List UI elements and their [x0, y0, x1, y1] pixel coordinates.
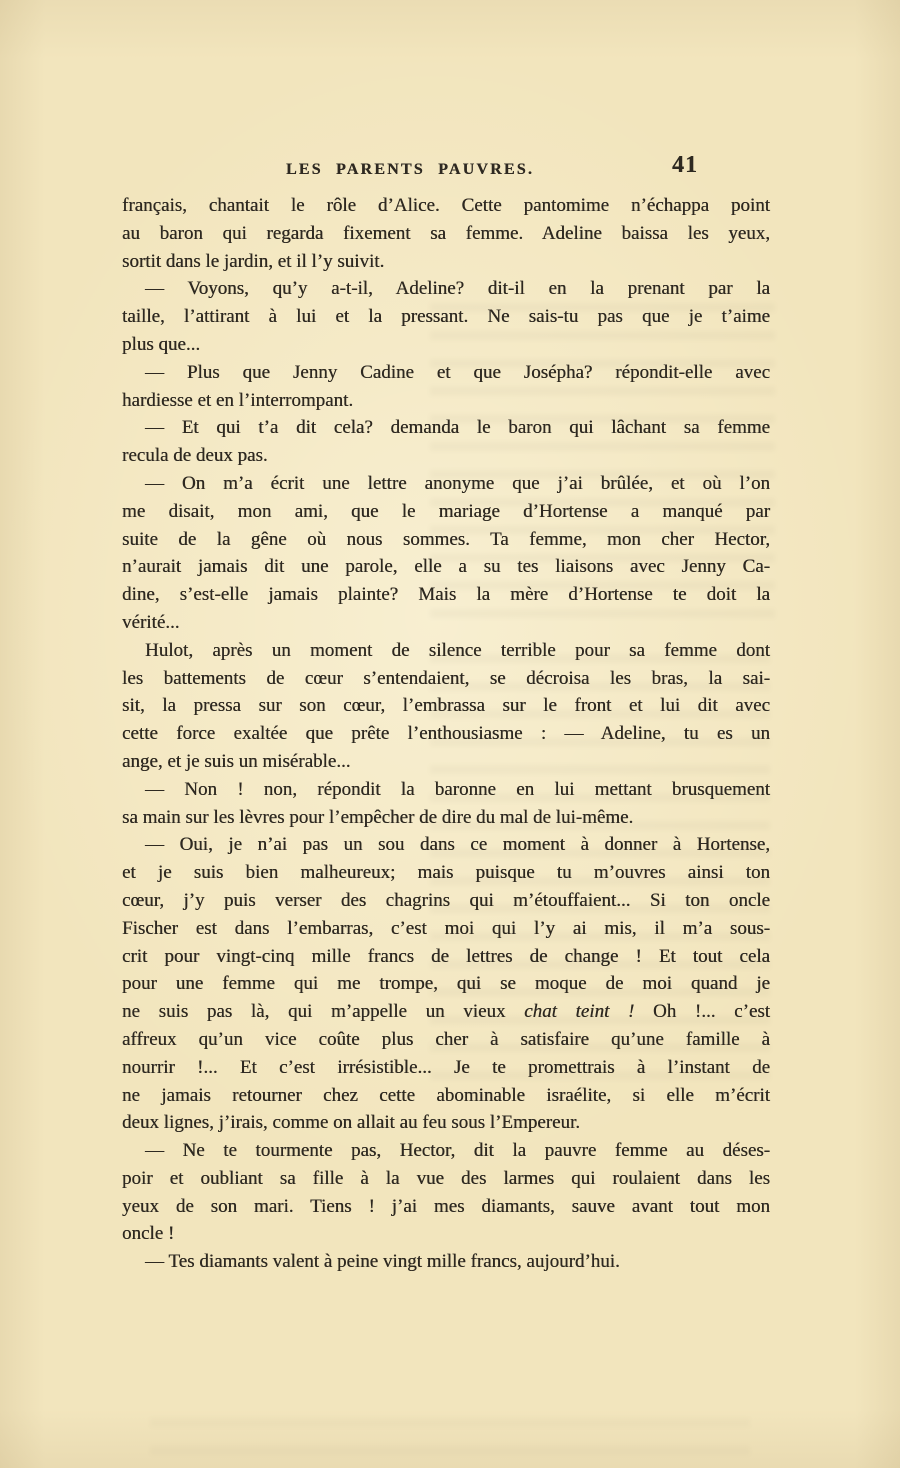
text-line: dine, s’est-elle jamais plainte? Mais la mère d’Hortense te doit la — [122, 584, 770, 606]
text-line: ange, et je suis un misérable... — [122, 750, 351, 772]
text-line: — Oui, je n’ai pas un sou dans ce moment à donner à Hortense, — [145, 834, 770, 856]
text-line: — Plus que Jenny Cadine et que Josépha? répondit-elle avec — [145, 361, 770, 383]
text-line: — Non ! non, répondit la baronne en lui mettant brusquement — [145, 778, 770, 800]
page-header — [122, 150, 770, 188]
text-line: ne jamais retourner chez cette abominable israélite, si elle m’écrit — [122, 1084, 770, 1106]
text-line: — Et qui t’a dit cela? demanda le baron qui lâchant sa femme — [145, 417, 770, 439]
text-line: cœur, j’y puis verser des chagrins qui m’étouffaient... Si ton oncle — [122, 889, 770, 911]
paragraph — [122, 776, 770, 832]
ink-bleedthrough — [150, 1415, 750, 1455]
text-line: vérité... — [122, 611, 180, 633]
text-line: sa main sur les lèvres pour l’empêcher de dire du mal de lui-même. — [122, 806, 634, 828]
text-line: — Tes diamants valent à peine vingt mille francs, aujourd’hui. — [145, 1251, 620, 1273]
running-title: LES PARENTS PAUVRES. — [285, 161, 535, 178]
text-line: plus que... — [122, 333, 201, 355]
text-line: deux lignes, j’irais, comme on allait au feu sous l’Empereur. — [122, 1112, 580, 1134]
text-block — [122, 192, 770, 1276]
text-line: au baron qui regarda fixement sa femme. Adeline baissa les yeux, — [122, 222, 770, 244]
paragraph — [122, 359, 770, 415]
text-line: sit, la pressa sur son cœur, l’embrassa sur le front et lui dit avec — [122, 695, 770, 717]
text-line: nourrir !... Et c’est irrésistible... Je te promettrais à l’instant de — [122, 1056, 770, 1078]
text-line: sortit dans le jardin, et il l’y suivit. — [122, 250, 385, 272]
text-line: suite de la gêne où nous sommes. Ta femme, mon cher Hector, — [122, 528, 770, 550]
text-line: français, chantait le rôle d’Alice. Cette pantomime n’échappa point — [122, 195, 770, 216]
text-line: me disait, mon ami, que le mariage d’Hortense a manqué par — [122, 500, 770, 522]
text-line: oncle ! — [122, 1223, 175, 1245]
paragraph — [122, 1248, 770, 1276]
paragraph — [122, 637, 770, 776]
text-line: cette force exaltée que prête l’enthousiasme : — Adeline, tu es un — [122, 723, 770, 745]
text-line: taille, l’attirant à lui et la pressant. Ne sais-tu pas que je t’aime — [122, 306, 770, 328]
text-line: — Ne te tourmente pas, Hector, dit la pauvre femme au déses- — [145, 1140, 770, 1162]
paragraph — [122, 275, 770, 358]
text-line: yeux de son mari. Tiens ! j’ai mes diamants, sauve avant tout mon — [122, 1195, 770, 1217]
paragraph — [122, 1137, 770, 1248]
text-line: recula de deux pas. — [122, 445, 268, 467]
text-line: Hulot, après un moment de silence terrible pour sa femme dont — [145, 639, 770, 661]
text-line: hardiesse et en l’interrompant. — [122, 389, 354, 411]
italic-phrase: chat teint ! — [524, 1001, 635, 1023]
paragraph — [122, 414, 770, 470]
page-number: 41 — [672, 152, 698, 178]
paragraph — [122, 470, 770, 637]
text-line: poir et oubliant sa fille à la vue des larmes qui roulaient dans les — [122, 1167, 770, 1189]
text-line: Fischer est dans l’embarras, c’est moi qui l’y ai mis, il m’a sous- — [122, 917, 770, 939]
text-line: ne suis pas là, qui m’appelle un vieux chat teint ! Oh !... c’est — [122, 1001, 770, 1023]
text-line: — On m’a écrit une lettre anonyme que j’ai brûlée, et où l’on — [145, 472, 770, 494]
text-line: les battements de cœur s’entendaient, se décroisa les bras, la sai- — [122, 667, 770, 689]
paragraph — [122, 831, 770, 1137]
text-line: et je suis bien malheureux; mais puisque tu m’ouvres ainsi ton — [122, 862, 770, 884]
paragraph — [122, 192, 770, 275]
text-line: n’aurait jamais dit une parole, elle a su tes liaisons avec Jenny Ca- — [122, 556, 770, 578]
text-line: crit pour vingt-cinq mille francs de lettres de change ! Et tout cela — [122, 945, 770, 967]
text-line: pour une femme qui me trompe, qui se moque de moi quand je — [122, 973, 770, 995]
text-line: — Voyons, qu’y a-t-il, Adeline? dit-il en la prenant par la — [145, 278, 770, 300]
text-line: affreux qu’un vice coûte plus cher à satisfaire qu’une famille à — [122, 1028, 770, 1050]
